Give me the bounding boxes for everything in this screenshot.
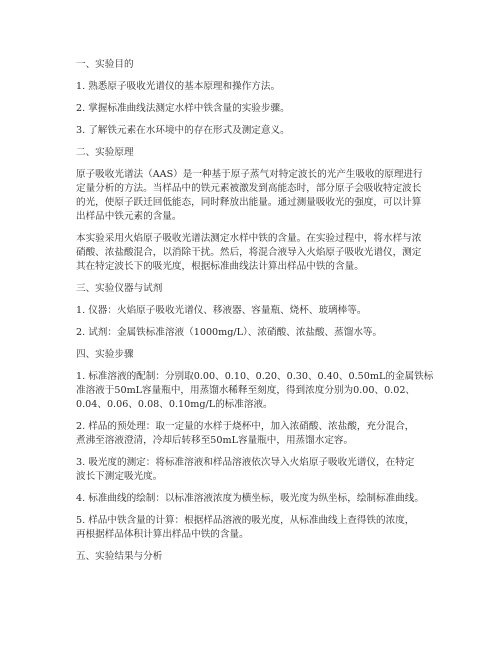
list-item <box>76 492 444 506</box>
text-line: 波长下测定吸光度。 <box>76 471 163 482</box>
section-heading-instruments: 三、实验仪器与试剂 <box>76 283 163 294</box>
text-line: 的光，使原子跃迁回低能态，同时释放出能量。通过测量吸收光的强度，可以计算 <box>76 197 422 208</box>
text-line: 原子吸收光谱法（AAS）是一种基于原子蒸气对特定波长的光产生吸收的原理进行 <box>76 169 423 180</box>
list-item <box>76 304 444 318</box>
text-line: 1. 标准溶液的配制：分别取0.00、0.10、0.20、0.30、0.40、0.50mL的金属铁标 <box>76 371 434 382</box>
section-heading-procedure: 四、实验步骤 <box>76 349 134 360</box>
section-heading-results: 五、实验结果与分析 <box>76 551 163 562</box>
paragraph <box>76 168 444 224</box>
text-line: 煮沸至溶液澄清，冷却后转移至50mL容量瓶中，用蒸馏水定容。 <box>76 435 354 446</box>
paragraph <box>76 232 444 274</box>
text-line: 本实验采用火焰原子吸收光谱法测定水样中铁的含量。在实验过程中，将水样与浓 <box>76 233 422 244</box>
text-line: 硝酸、浓盐酸混合，以消除干扰。然后，将混合液导入火焰原子吸收光谱仪，测定 <box>76 247 422 258</box>
text-line: 出样品中铁元素的含量。 <box>76 211 182 222</box>
text-line: 3. 吸光度的测定：将标准溶液和样品溶液依次导入火焰原子吸收光谱仪，在特定 <box>76 457 415 468</box>
list-item <box>76 420 444 448</box>
text-line: 准溶液于50mL容量瓶中，用蒸馏水稀释至刻度，得到浓度分别为0.00、0.02、 <box>76 385 416 396</box>
text-line: 1. 仪器：火焰原子吸收光谱仪、移液器、容量瓶、烧杯、玻璃棒等。 <box>76 305 367 316</box>
section-heading-objective: 一、实验目的 <box>76 59 134 70</box>
list-item <box>76 124 444 138</box>
text-line: 其在特定波长下的吸光度，根据标准曲线法计算出样品中铁的含量。 <box>76 261 364 272</box>
text-line: 2. 样品的预处理：取一定量的水样于烧杯中，加入浓硝酸、浓盐酸，充分混合， <box>76 421 415 432</box>
list-item <box>76 370 444 412</box>
text-line: 1. 熟悉原子吸收光谱仪的基本原理和操作方法。 <box>76 81 281 92</box>
text-line: 2. 掌握标准曲线法测定水样中铁含量的实验步骤。 <box>76 103 290 114</box>
list-item <box>76 514 444 542</box>
list-item <box>76 326 444 340</box>
section-heading-principle: 二、实验原理 <box>76 147 134 158</box>
list-item <box>76 102 444 116</box>
text-line: 5. 样品中铁含量的计算：根据样品溶液的吸光度，从标准曲线上查得铁的浓度， <box>76 515 415 526</box>
text-line: 定量分析的方法。当样品中的铁元素被激发到高能态时，部分原子会吸收特定波长 <box>76 183 422 194</box>
list-item <box>76 456 444 484</box>
text-line: 0.04、0.06、0.08、0.10mg/L的标准溶液。 <box>76 399 273 410</box>
text-line: 再根据样品体积计算出样品中铁的含量。 <box>76 529 249 540</box>
text-line: 4. 标准曲线的绘制：以标准溶液浓度为横坐标，吸光度为纵坐标，绘制标准曲线。 <box>76 493 424 504</box>
list-item <box>76 80 444 94</box>
text-line: 3. 了解铁元素在水环境中的存在形式及测定意义。 <box>76 125 290 136</box>
text-line: 2. 试剂：金属铁标准溶液（1000mg/L）、浓硝酸、浓盐酸、蒸馏水等。 <box>76 327 383 338</box>
